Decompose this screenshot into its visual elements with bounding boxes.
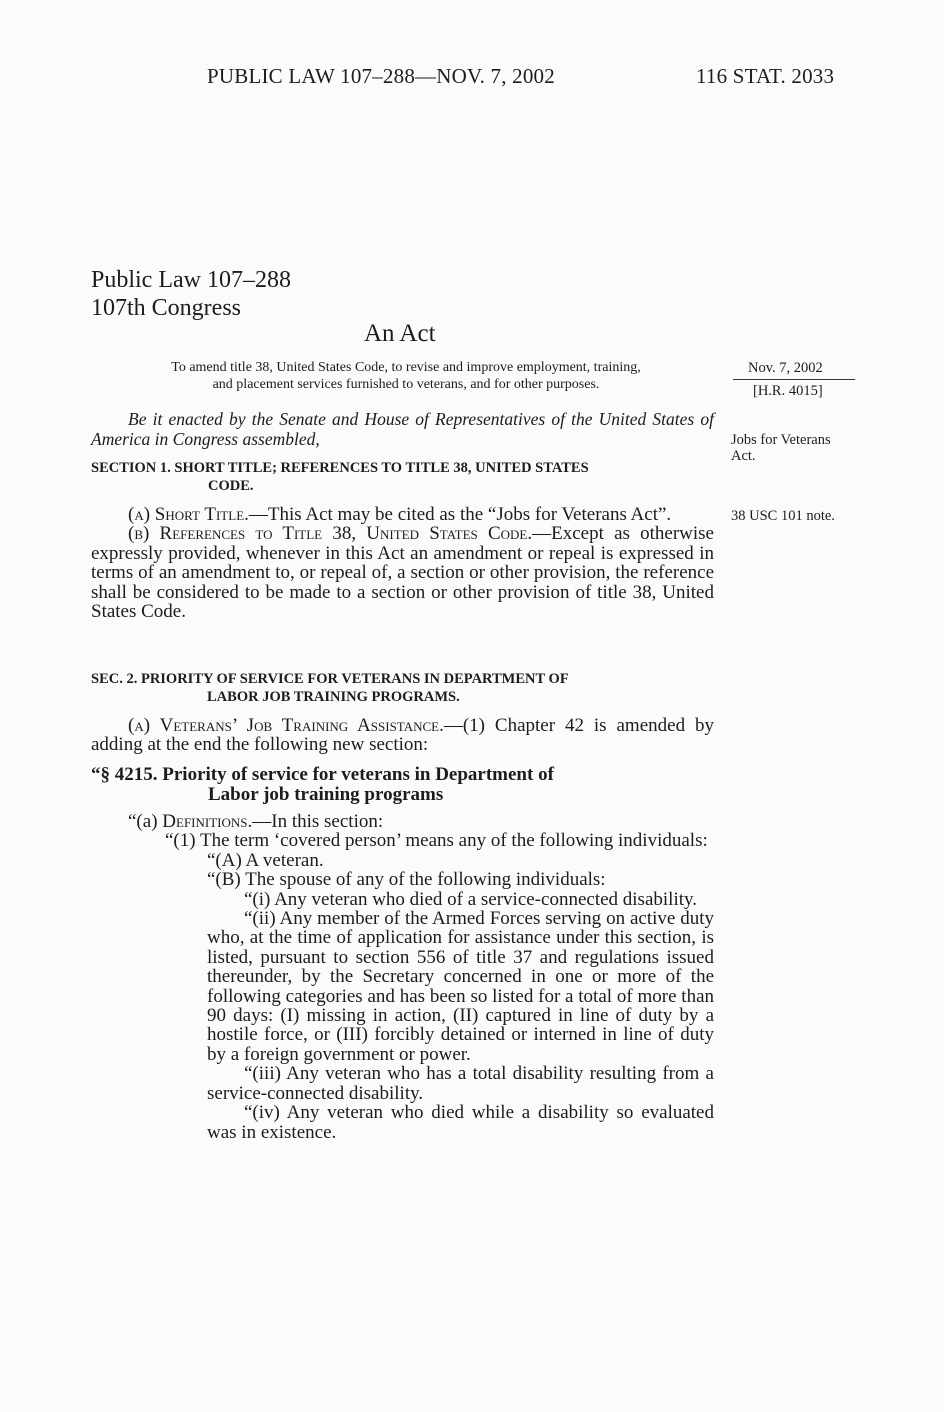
subsection-b-text: —Except as otherwise expressly provided, whenever in this Act an amendment or repeal is expressed in terms of an amendment to, or repeal of, a section or other provision, the reference shall be considered to be made to a section or other provision of title 38, United States Code. — [91, 523, 714, 623]
clause-ii: “(ii) Any member of the Armed Forces serving on active duty who, at the time of application for assistance under this section, is listed, pursuant to section 556 of title 37 and regulations issued thereunder, by the Secretary concerned in one or more of the following categories and has been so listed for a total of more than 90 days: (I) missing in action, (II) captured in line of duty by a hostile force, or (III) forcibly detained or interned in line of duty by a foreign government or power. — [207, 908, 714, 1065]
section-1-body — [91, 505, 714, 621]
clause-i: “(i) Any veteran who died of a service-connected disability. — [244, 888, 698, 910]
act-title: An Act — [364, 320, 436, 347]
section-2-heading — [91, 670, 714, 706]
subparagraph-A: “(A) A veteran. — [207, 849, 324, 871]
congress-number: 107th Congress — [91, 295, 241, 321]
enacting-clause: Be it enacted by the Senate and House of Representatives of the United States of America in Congress assembled, — [91, 409, 714, 449]
purpose-line-1: To amend title 38, United States Code, to revise and improve employment, training, — [171, 360, 641, 375]
purpose-line-2: and placement services furnished to veterans, and for other purposes. — [212, 377, 600, 392]
section-4215-heading-line-1: “§ 4215. Priority of service for veterans in Department of — [91, 764, 554, 785]
margin-short-title-line-2: Act. — [731, 448, 756, 464]
section-2-a-text: —(1) Chapter 42 is amended by adding at the end the following new section: — [91, 715, 714, 756]
section-1-heading-line-1: SECTION 1. SHORT TITLE; REFERENCES TO TITLE 38, UNITED STATES — [91, 460, 589, 476]
margin-usc-note: 38 USC 101 note. — [731, 508, 835, 524]
section-1-subsection-b — [91, 524, 714, 621]
margin-date: Nov. 7, 2002 — [748, 360, 823, 376]
paragraph-1: “(1) The term ‘covered person’ means any of the following individuals: — [165, 830, 708, 852]
margin-short-title-line-1: Jobs for Veterans — [731, 432, 831, 448]
margin-rule — [733, 379, 855, 380]
running-header-page: 116 STAT. 2033 — [696, 64, 835, 88]
section-2-heading-line-2: LABOR JOB TRAINING PROGRAMS. — [207, 689, 460, 705]
subsection-a-label: (a) Short Title. — [128, 504, 249, 525]
clause-iv: “(iv) Any veteran who died while a disability so evaluated was in existence. — [207, 1102, 714, 1143]
definitions-label: Definitions. — [162, 811, 253, 832]
section-1-subsection-a — [91, 505, 714, 524]
subsection-b-label: (b) References to Title 38, United States Code. — [128, 523, 533, 545]
definitions-prefix: “(a) — [128, 811, 163, 832]
margin-bill-number: [H.R. 4015] — [753, 383, 823, 399]
purpose-statement — [96, 359, 716, 393]
public-law-number: Public Law 107–288 — [91, 267, 291, 293]
definitions-subsection — [91, 812, 714, 831]
section-1-heading-line-2: CODE. — [208, 478, 254, 494]
section-4215-body — [91, 812, 714, 1142]
clause-iii: “(iii) Any veteran who has a total disability resulting from a service-connected disability. — [207, 1063, 714, 1104]
margin-short-title — [731, 432, 831, 464]
running-header-left: PUBLIC LAW 107–288—NOV. 7, 2002 — [207, 64, 555, 88]
definitions-text: —In this section: — [252, 811, 384, 832]
section-4215-heading-line-2: Labor job training programs — [208, 784, 444, 805]
section-4215-heading — [91, 765, 714, 805]
section-2-subsection-a — [91, 716, 714, 755]
section-1-heading — [91, 459, 714, 495]
subparagraph-B: “(B) The spouse of any of the following individuals: — [207, 869, 606, 891]
section-2-heading-line-1: SEC. 2. PRIORITY OF SERVICE FOR VETERANS IN DEPARTMENT OF — [91, 671, 569, 687]
section-2-a-label: (a) Veterans’ Job Training Assistance. — [128, 715, 444, 736]
section-2-body — [91, 716, 714, 755]
subsection-a-text: —This Act may be cited as the “Jobs for Veterans Act”. — [248, 504, 672, 525]
